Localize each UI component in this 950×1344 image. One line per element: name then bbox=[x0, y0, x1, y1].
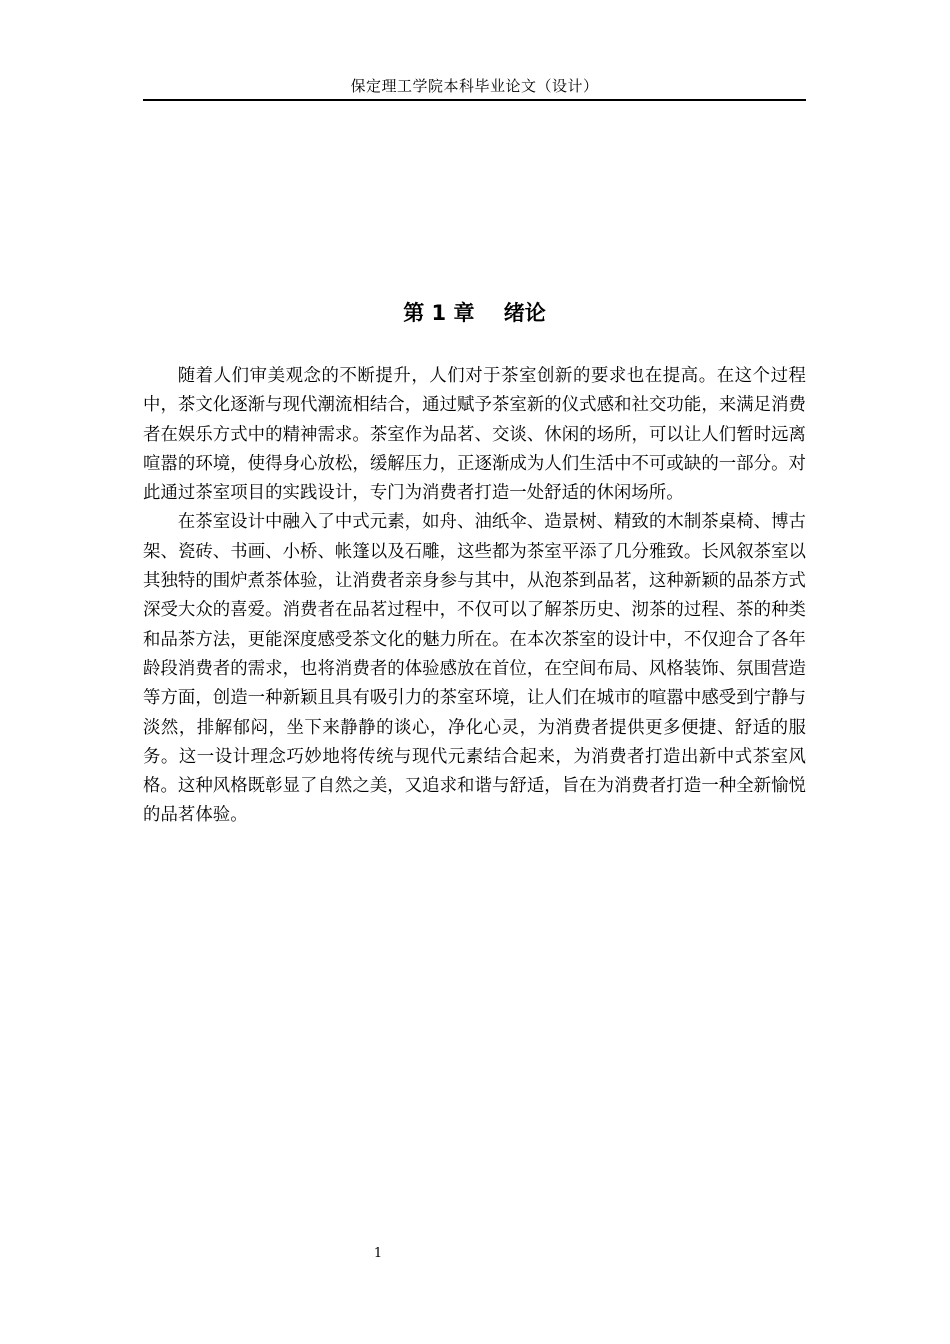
paragraph-design: 在茶室设计中融入了中式元素，如舟、油纸伞、造景树、精致的木制茶桌椅、博古架、瓷砖、书画、小桥、帐篷以及石雕，这些都为茶室平添了几分雅致。长风叙茶室以其独特的围炉煮茶体验，让消费者亲身参与其中，从泡茶到品茗，这种新颖的品茶方式深受大众的喜爱。消费者在品茗过程中，不仅可以了解茶历史、沏茶的过程、茶的种类和品茶方法，更能深度感受茶文化的魅力所在。在本次茶室的设计中，不仅迎合了各年龄段消费者的需求，也将消费者的体验感放在首位，在空间布局、风格装饰、氛围营造等方面，创造一种新颖且具有吸引力的茶室环境，让人们在城市的喧嚣中感受到宁静与淡然，排解郁闷，坐下来静静的谈心，净化心灵，为消费者提供更多便捷、舒适的服务。这一设计理念巧妙地将传统与现代元素结合起来，为消费者打造出新中式茶室风格。这种风格既彰显了自然之美，又追求和谐与舒适，旨在为消费者打造一种全新愉悦的品茗体验。 bbox=[143, 512, 806, 826]
paragraph-intro: 随着人们审美观念的不断提升，人们对于茶室创新的要求也在提高。在这个过程中，茶文化逐渐与现代潮流相结合，通过赋予茶室新的仪式感和社交功能，来满足消费者在娱乐方式中的精神需求。茶室作为品茗、交谈、休闲的场所，可以让人们暂时远离喧嚣的环境，使得身心放松，缓解压力，正逐渐成为人们生活中不可或缺的一部分。对此通过茶室项目的实践设计，专门为消费者打造一处舒适的休闲场所。 bbox=[143, 366, 806, 504]
chapter-title: 第 1 章 绪论 bbox=[403, 301, 546, 325]
header-divider bbox=[143, 99, 806, 101]
chapter-body bbox=[143, 362, 806, 831]
running-header: 保定理工学院本科毕业论文（设计） bbox=[350, 77, 599, 95]
page-number: 1 bbox=[373, 1246, 383, 1261]
